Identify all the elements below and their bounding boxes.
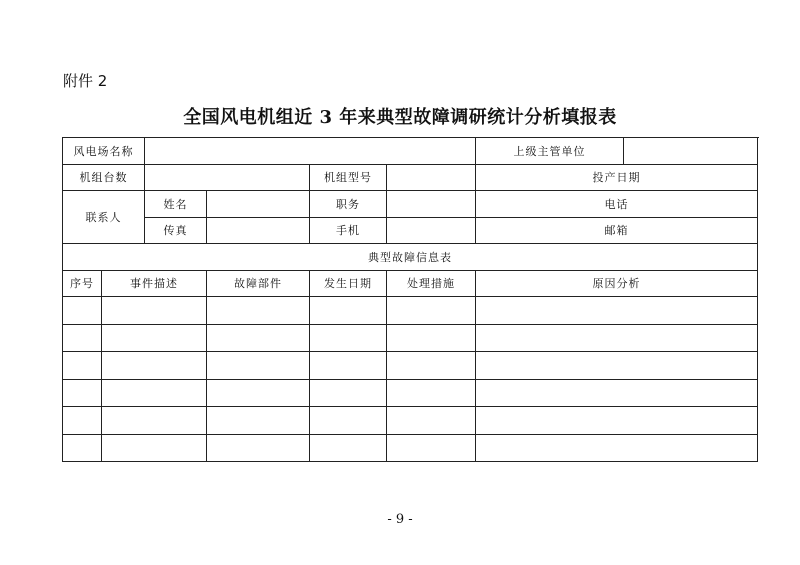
page-number: - 9 - <box>387 512 413 527</box>
superior-unit-field[interactable] <box>624 138 758 165</box>
commission-date-label: 投产日期 <box>476 164 758 191</box>
name-field[interactable] <box>207 191 310 218</box>
cell-handling-measures[interactable] <box>387 379 476 407</box>
fault-rows <box>63 297 758 462</box>
unit-count-label: 机组台数 <box>63 164 145 191</box>
cell-occurrence-date[interactable] <box>310 297 387 325</box>
cell-event-description[interactable] <box>102 297 207 325</box>
form-title: 全国风电机组近 3 年来典型故障调研统计分析填报表 <box>183 107 617 128</box>
phone-label: 电话 <box>476 191 758 218</box>
superior-unit-label: 上级主管单位 <box>476 138 624 165</box>
cell-handling-measures[interactable] <box>387 434 476 462</box>
row-wind-farm <box>63 138 758 165</box>
cell-handling-measures[interactable] <box>387 352 476 380</box>
row-units <box>63 164 758 191</box>
cell-index[interactable] <box>63 352 102 380</box>
cell-cause-analysis[interactable] <box>476 379 758 407</box>
column-header-index: 序号 <box>63 270 102 297</box>
row-contact-2 <box>63 217 758 244</box>
cell-occurrence-date[interactable] <box>310 407 387 435</box>
cell-event-description[interactable] <box>102 352 207 380</box>
row-section-title <box>63 244 758 271</box>
table-row <box>63 352 758 380</box>
fault-section-title: 典型故障信息表 <box>63 244 758 271</box>
email-label: 邮箱 <box>476 217 758 244</box>
cell-fault-component[interactable] <box>207 407 310 435</box>
fault-table-header <box>63 270 758 297</box>
cell-cause-analysis[interactable] <box>476 324 758 352</box>
column-header-occurrence-date: 发生日期 <box>310 270 387 297</box>
cell-event-description[interactable] <box>102 379 207 407</box>
cell-handling-measures[interactable] <box>387 407 476 435</box>
cell-index[interactable] <box>63 379 102 407</box>
table-row <box>63 297 758 325</box>
cell-fault-component[interactable] <box>207 297 310 325</box>
attachment-label: 附件 2 <box>63 72 108 90</box>
unit-model-label: 机组型号 <box>310 164 387 191</box>
column-header-cause-analysis: 原因分析 <box>476 270 758 297</box>
cell-fault-component[interactable] <box>207 434 310 462</box>
position-label: 职务 <box>310 191 387 218</box>
table-row <box>63 379 758 407</box>
cell-event-description[interactable] <box>102 434 207 462</box>
cell-event-description[interactable] <box>102 324 207 352</box>
cell-handling-measures[interactable] <box>387 324 476 352</box>
cell-cause-analysis[interactable] <box>476 407 758 435</box>
table-row <box>63 324 758 352</box>
column-header-fault-component: 故障部件 <box>207 270 310 297</box>
name-label: 姓名 <box>145 191 207 218</box>
column-header-handling-measures: 处理措施 <box>387 270 476 297</box>
cell-handling-measures[interactable] <box>387 297 476 325</box>
cell-index[interactable] <box>63 434 102 462</box>
cell-fault-component[interactable] <box>207 352 310 380</box>
cell-occurrence-date[interactable] <box>310 324 387 352</box>
cell-cause-analysis[interactable] <box>476 297 758 325</box>
contact-label: 联系人 <box>63 191 145 244</box>
column-header-event-description: 事件描述 <box>102 270 207 297</box>
survey-form-table <box>62 137 758 462</box>
cell-event-description[interactable] <box>102 407 207 435</box>
cell-cause-analysis[interactable] <box>476 434 758 462</box>
table-row <box>63 434 758 462</box>
wind-farm-name-label: 风电场名称 <box>63 138 145 165</box>
mobile-label: 手机 <box>310 217 387 244</box>
cell-index[interactable] <box>63 297 102 325</box>
cell-fault-component[interactable] <box>207 324 310 352</box>
row-contact-1 <box>63 191 758 218</box>
cell-cause-analysis[interactable] <box>476 352 758 380</box>
cell-occurrence-date[interactable] <box>310 434 387 462</box>
fax-label: 传真 <box>145 217 207 244</box>
position-field[interactable] <box>387 191 476 218</box>
cell-occurrence-date[interactable] <box>310 379 387 407</box>
wind-farm-name-field[interactable] <box>145 138 476 165</box>
unit-model-field[interactable] <box>387 164 476 191</box>
cell-index[interactable] <box>63 324 102 352</box>
cell-occurrence-date[interactable] <box>310 352 387 380</box>
fax-field[interactable] <box>207 217 310 244</box>
table-row <box>63 407 758 435</box>
cell-fault-component[interactable] <box>207 379 310 407</box>
mobile-field[interactable] <box>387 217 476 244</box>
unit-count-field[interactable] <box>145 164 310 191</box>
cell-index[interactable] <box>63 407 102 435</box>
